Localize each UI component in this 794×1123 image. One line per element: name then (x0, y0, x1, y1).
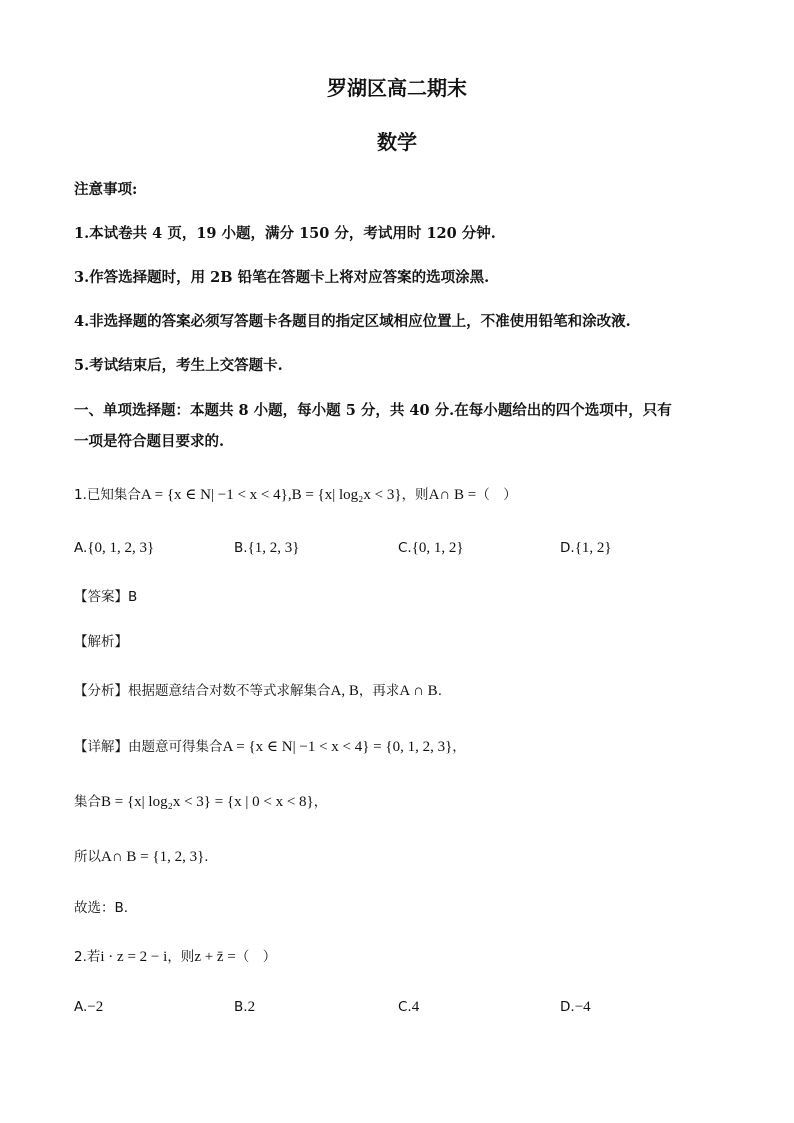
option-value: −2 (87, 999, 104, 1015)
option-label: B. (234, 540, 248, 556)
option-b (234, 996, 255, 1016)
page-title: 罗湖区高二期末 (327, 76, 467, 100)
notice-item-5: 5.考试结束后，考生上交答题卡. (74, 357, 283, 374)
question-connector: ，则 (401, 487, 429, 503)
option-value: −4 (574, 999, 591, 1015)
set-b-prefix: 集合 (74, 794, 101, 810)
option-d (560, 996, 591, 1016)
set-b-expression: B = {x| log₂x < 3} (291, 487, 402, 503)
option-value: 4 (411, 999, 420, 1015)
set-b-end: ， (313, 794, 328, 810)
fenxi-math: A, B (330, 683, 359, 699)
notice-item-3: 3.作答选择题时，用 2B 铅笔在答题卡上将对应答案的选项涂黑. (74, 269, 490, 286)
question-1-stem (74, 483, 517, 504)
option-label: D. (560, 540, 575, 556)
option-label: A. (74, 540, 88, 556)
option-c (398, 537, 464, 557)
xiangjie-text: 【详解】由题意可得集合 (74, 739, 223, 755)
fenxi-math-2: A ∩ B (399, 683, 438, 699)
answer-blank: （ ） (235, 949, 277, 965)
fenxi-connector: ，再求 (358, 683, 400, 699)
xiangjie-line (74, 735, 466, 756)
option-value: {1, 2, 3} (247, 540, 300, 556)
intersection-expression: A∩ B = (428, 487, 477, 503)
option-value: {0, 1, 2} (411, 540, 464, 556)
notice-item-1: 1.本试卷共 4 页，19 小题，满分 150 分，考试用时 120 分钟. (74, 225, 496, 242)
result-prefix: 所以 (74, 849, 101, 865)
option-c (398, 996, 419, 1016)
set-b-line (74, 790, 327, 811)
question-2-stem (74, 945, 276, 966)
set-b-math: B = {x| log₂x < 3} = {x | 0 < x < 8} (101, 794, 314, 810)
section-heading-line1: 一、单项选择题：本题共 8 小题，每小题 5 分，共 40 分.在每小题给出的四个选项中，只有 (74, 402, 672, 419)
question-connector: ，则 (167, 949, 195, 965)
option-a (74, 996, 103, 1016)
question-number: 1.已知集合 (74, 487, 141, 503)
option-b (234, 537, 299, 557)
fenxi-end: . (437, 683, 442, 699)
answer-line: 【答案】B (74, 589, 138, 605)
set-a-expression: A = {x ∈ N| −1 < x < 4} (140, 487, 288, 503)
option-value: {0, 1, 2, 3} (87, 540, 155, 556)
comma: , (287, 487, 292, 503)
option-value: {1, 2} (574, 540, 612, 556)
subject-title: 数学 (377, 130, 417, 154)
option-label: B. (234, 999, 248, 1015)
condition-expression: i · z = 2 − i (100, 949, 168, 965)
result-math: A∩ B = {1, 2, 3} (101, 849, 205, 865)
option-label: C. (398, 540, 412, 556)
answer-blank: （ ） (476, 487, 517, 503)
result-end: . (204, 849, 209, 865)
option-value: 2 (247, 999, 256, 1015)
notice-item-4: 4.非选择题的答案必须写答题卡各题目的指定区域相应位置上，不准使用铅笔和涂改液. (74, 313, 631, 330)
fenxi-text: 【分析】根据题意结合对数不等式求解集合 (74, 683, 331, 699)
question-number: 2.若 (74, 949, 101, 965)
analysis-label: 【解析】 (74, 634, 128, 650)
result-line (74, 845, 209, 866)
option-label: C. (398, 999, 412, 1015)
notice-heading: 注意事项: (74, 181, 138, 198)
section-heading-line2: 一项是符合题目要求的. (74, 433, 225, 450)
option-d (560, 537, 612, 557)
option-label: D. (560, 999, 575, 1015)
fenxi-line (74, 679, 442, 700)
option-label: A. (74, 999, 88, 1015)
target-expression: z + z̄ = (194, 949, 236, 965)
choose-line: 故选：B. (74, 900, 129, 916)
option-a (74, 537, 154, 557)
xiangjie-math: A = {x ∈ N| −1 < x < 4} = {0, 1, 2, 3} (222, 739, 453, 755)
xiangjie-end: ， (452, 739, 466, 755)
